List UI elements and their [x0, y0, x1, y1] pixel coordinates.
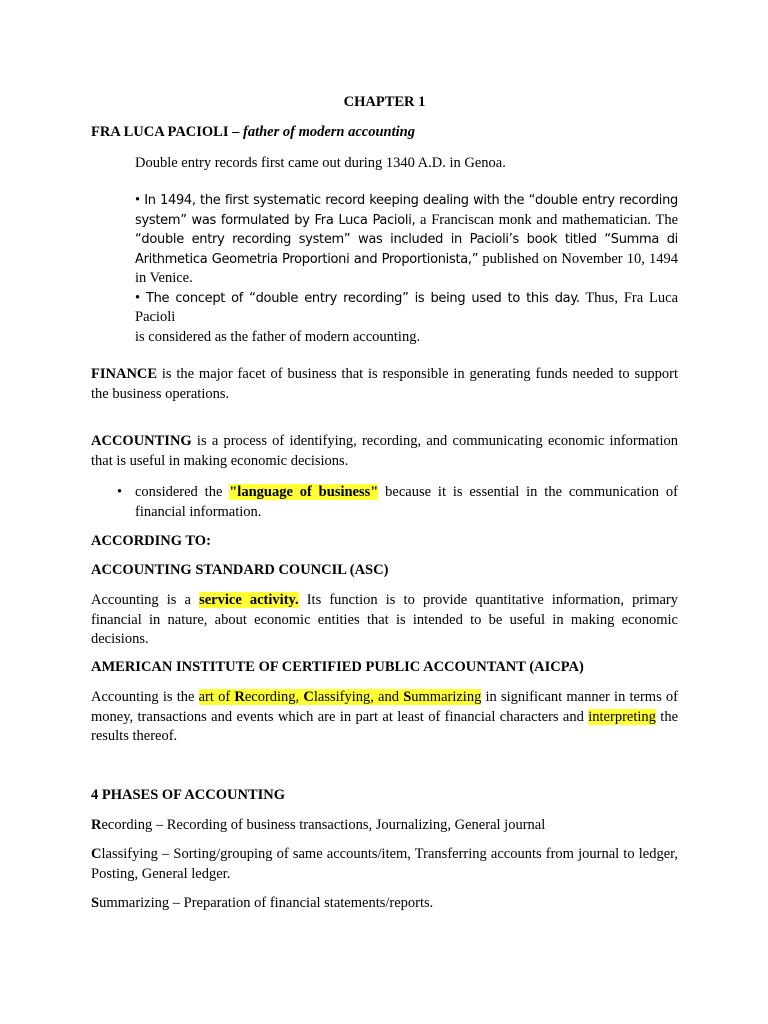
p1-text-d: “double entry recording system” was included in Pacioli’s book titled “Summa di	[135, 232, 678, 247]
pacioli-p1-line-2	[135, 211, 678, 231]
aicpa-definition	[91, 688, 678, 747]
p2-text-a: The concept of “double entry recording” is being used to this day.	[145, 290, 580, 306]
aicpa-heading: AMERICAN INSTITUTE OF CERTIFIED PUBLIC ACCOUNTANT (AICPA)	[91, 659, 584, 675]
hl-art: art of	[198, 689, 235, 705]
pacioli-p2-line-1	[135, 289, 678, 328]
finance-definition	[91, 365, 678, 404]
bullet-text	[135, 483, 678, 522]
aicpa-pre: Accounting is the	[91, 689, 199, 705]
p1-text-c: a Franciscan monk and mathematician. The	[415, 211, 679, 228]
phases-heading: 4 PHASES OF ACCOUNTING	[91, 787, 286, 803]
phase-classifying	[91, 845, 678, 884]
bullet-glyph: •	[135, 192, 145, 208]
hl-ummarizing: ummarizing	[411, 689, 482, 705]
pacioli-heading	[91, 123, 678, 143]
phase-summarizing	[91, 894, 678, 914]
pacioli-p2-line-2	[135, 328, 678, 348]
aicpa-end: the results thereof.	[91, 708, 679, 744]
pacioli-heading-name: FRA LUCA PACIOLI –	[91, 124, 243, 140]
p2-text-c: is considered as the father of modern accounting.	[135, 328, 421, 345]
accounting-term: ACCOUNTING	[91, 433, 192, 449]
p1-text-g: in Venice.	[135, 270, 193, 286]
phase-word-rest: ummarizing	[99, 895, 170, 911]
p1-text-e: Arithmetica Geometria Proportioni and Proportionista,”	[135, 251, 479, 267]
phase-word-rest: lassifying	[101, 846, 158, 862]
hl-r: R	[234, 689, 245, 705]
interpreting-highlight: interpreting	[588, 708, 656, 725]
bullet-glyph: •	[117, 484, 123, 500]
according-to-heading: ACCORDING TO:	[91, 533, 211, 549]
aicpa-mid: in significant manner in terms of money, transactions and events which are in part at least of financial characters and	[91, 689, 678, 725]
asc-pre: Accounting is a	[91, 592, 200, 608]
finance-term: FINANCE	[91, 366, 158, 382]
pacioli-p1-line-4	[135, 250, 678, 270]
bullet-pre: considered the	[135, 484, 230, 500]
phase-letter: R	[91, 817, 102, 833]
phase-description: – Recording of business transactions, Journalizing, General journal	[152, 817, 546, 833]
pacioli-paragraph-1	[135, 191, 678, 347]
bullet-post: because it is essential in the communication of financial information.	[135, 484, 678, 520]
p2-text-b: Thus, Fra Luca Pacioli	[135, 289, 679, 325]
phase-word-rest: ecording	[101, 817, 153, 833]
hl-ecording: ecording,	[244, 689, 304, 705]
accounting-definition	[91, 432, 678, 471]
phase-recording	[91, 816, 678, 836]
accounting-text: is a process of identifying, recording, and communicating economic information that is useful in making economic decisions.	[91, 433, 678, 469]
p1-text-a: In 1494, the first systematic record keeping dealing with the “double entry recording	[144, 193, 678, 208]
p1-text-f: published on November 10, 1494	[478, 250, 678, 267]
pacioli-first-line: Double entry records first came out during 1340 A.D. in Genoa.	[135, 155, 506, 171]
asc-definition	[91, 591, 678, 650]
pacioli-heading-subtitle: father of modern accounting	[243, 124, 415, 140]
phase-description: – Preparation of financial statements/reports.	[169, 895, 434, 911]
phase-letter: S	[91, 895, 100, 911]
phase-letter: C	[91, 846, 102, 862]
hl-c: C	[303, 689, 314, 705]
finance-text: is the major facet of business that is responsible in generating funds needed to support the business operations.	[91, 366, 678, 402]
asc-heading: ACCOUNTING STANDARD COUNCIL (ASC)	[91, 562, 389, 578]
phase-description: – Sorting/grouping of same accounts/item, Transferring accounts from journal to ledger, Posting, General ledger.	[91, 846, 678, 882]
chapter-title: CHAPTER 1	[343, 94, 426, 110]
bullet-glyph: •	[135, 289, 146, 306]
asc-post: Its function is to provide quantitative information, primary financial in nature, about economic entities that is intended to be useful in making economic decisions.	[91, 592, 679, 647]
language-of-business-highlight: "language of business"	[229, 484, 379, 500]
service-activity-highlight: service activity.	[199, 592, 299, 608]
recording-classifying-summarizing-highlight	[199, 689, 482, 705]
language-of-business-bullet	[91, 483, 678, 522]
pacioli-p1-line-1	[135, 191, 678, 211]
pacioli-p1-line-3	[135, 230, 678, 250]
hl-s: S	[403, 689, 412, 705]
p1-text-b: system” was formulated by Fra Luca Pacioli,	[135, 212, 416, 228]
pacioli-p1-line-5	[135, 269, 678, 289]
hl-lassifying: lassifying, and	[313, 689, 404, 705]
